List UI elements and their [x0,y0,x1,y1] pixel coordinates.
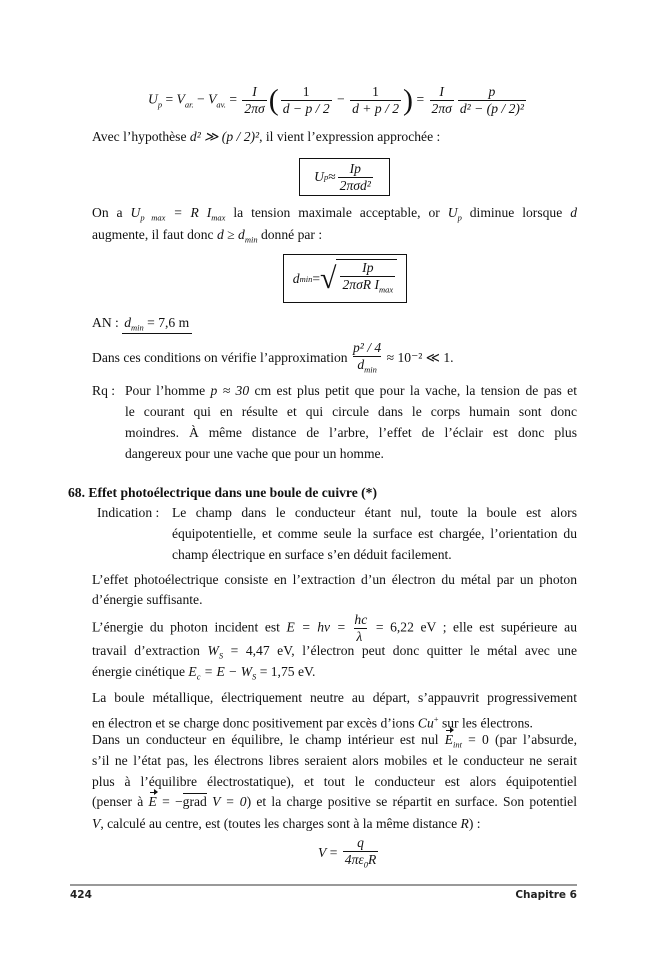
text: On a [92,205,131,220]
math: av. [216,99,226,110]
numerator: 1 [372,84,379,99]
math: int [453,739,462,750]
math: S [252,671,257,682]
fraction [340,260,395,298]
math: p max [140,212,166,223]
text-line: L’effet photoélectrique consiste en l’extraction d’un électron du métal par un photon [92,572,577,587]
denominator: 2πσ [431,101,452,116]
math: p [157,99,163,110]
square-root [320,259,397,298]
vector-e: E [148,794,157,809]
math: V [92,816,101,831]
text: augmente, il faut donc [92,227,217,242]
math: ar. [184,99,194,110]
math: = [225,91,241,107]
math: + [433,714,439,724]
text-line [92,793,577,811]
gradient-operator: grad [182,794,207,809]
math: d ≥ d [216,227,245,242]
text-line [125,382,577,400]
numerator: p² / 4 [352,340,382,355]
indication-label: Indication : [97,505,160,520]
math: = 0 [461,732,489,747]
equation-potential [318,835,380,873]
boxed-equation-dmin [283,254,407,303]
text: Dans ces conditions on vérifie l’approximation [92,349,351,365]
numerator: I [252,84,257,99]
denominator: d² − (p / 2)² [459,101,524,116]
math: W [207,643,219,658]
paren: ( [268,83,279,117]
math: = [413,91,428,107]
page-number: 424 [70,889,92,901]
vector-e: E [444,732,453,747]
label: AN : [92,315,123,330]
math: min [244,234,258,245]
text-line [92,663,577,686]
fraction [338,161,373,194]
math: 4πε [344,852,364,867]
denominator: d + p / 2 [352,101,400,116]
text-line [92,612,577,645]
text-line [92,642,577,665]
text-line: moindres. À même distance de l’arbre, l’effet de l’éclair est donc plus [125,425,577,440]
math: V [208,91,217,107]
math: R [460,816,469,831]
math: U [148,91,158,107]
fraction [458,84,526,117]
text-line: La boule métallique, électriquement neutre au départ, s’appauvrit progressivement [92,690,577,705]
math: = E − W [200,664,253,679]
denominator [353,356,381,378]
text: cm est plus petit que pour la vache, la tension de pas et [249,383,577,398]
text-line [92,226,577,249]
math: V = 0 [206,794,247,809]
math: ≈ 10⁻² ≪ 1. [383,349,454,365]
text-line: équipotentielle, et comme seule la surface est chargée, l’orientation du [172,526,577,541]
text-line [92,815,577,833]
math: Cu [417,715,434,731]
text: ) : [468,816,481,831]
text-line: champ électrique en surface s’en déduit facilement. [172,547,452,562]
chapter-label: Chapitre 6 [515,889,577,901]
math: c [196,671,201,682]
text-line [92,731,577,754]
math: d² ≫ (p / 2)² [189,129,260,144]
math: d [124,315,132,330]
text: ; elle est supérieure au [442,619,577,635]
text: Avec l’hypothèse [92,129,190,144]
fraction [353,340,381,378]
text-line: d’énergie suffisante. [92,592,203,607]
denominator: 2πσ [244,101,265,116]
math: p ≈ 30 [210,383,250,398]
text: Pour l’homme [125,383,211,398]
math: max [379,284,394,295]
math: = 4,47 eV [223,643,292,658]
math: ≈ [328,169,336,184]
math: = [162,91,177,107]
numerator: Ip [362,260,374,276]
numerator: Ip [349,160,361,176]
numerator: hc [354,612,368,627]
math: R [368,852,377,867]
text-line: Le champ dans le conducteur étant nul, toute la boule est alors [172,505,577,520]
text: sur les électrons. [438,715,533,731]
math: = − [156,794,183,809]
math: E [188,664,197,679]
remark-label: Rq : [92,383,116,398]
math: min [364,364,377,375]
text: diminue lorsque [469,205,571,220]
section-heading: 68. Effet photoélectrique dans une boule de cuivre (*) [68,485,377,500]
math: = [312,270,321,286]
footer-divider [70,884,577,886]
fraction [343,835,379,873]
math: S [218,650,224,661]
text: ) et la charge positive se répartit en surface. Son potentiel [246,794,577,809]
math: = R I [165,205,212,220]
paren: ) [403,83,414,117]
numerator: p [488,84,496,99]
text: en électron et se charge donc positivement par excès d’ions [92,715,418,731]
text-line: dangereux pour une vache que pour un homme. [125,446,384,461]
math: E = hν = [286,619,353,635]
fraction [350,84,401,117]
text: énergie cinétique [92,664,189,679]
boxed-equation-up [299,158,390,196]
math: 0 [363,859,368,870]
math: = [326,844,341,860]
numerator: q [357,835,364,850]
text: (penser à [92,794,149,809]
math: p [457,212,462,223]
denominator: 2πσd² [339,177,371,193]
math: d [357,357,365,372]
text: Dans un conducteur en équilibre, le champ intérieur est nul [92,732,445,747]
fraction [242,84,266,117]
math: = 7,6 m [143,315,190,330]
text-line [92,340,577,378]
radical-sign: √ [320,261,337,295]
numerator: I [439,84,444,99]
text-line: le courant qui en résulte et qui circule dans le corps humain sont donc [125,404,577,419]
equation-step-voltage [148,84,528,117]
math: p [323,172,329,182]
math: V [318,844,327,860]
text: , l’électron peut donc quitter le métal avec une [291,643,577,658]
text-line: plus à l’équilibre électrostatique), et tout le conducteur est alors équipotentiel [92,774,577,789]
text: , calculé au centre, est (toutes les charges sont à la même distance [100,816,461,831]
math: max [211,212,226,223]
math: = 6,22 eV [369,619,437,635]
math: U [314,169,324,184]
text-line: s’il ne l’état pas, les électrons libres seraient alors mobiles et le conducteur ne serait [92,753,577,768]
text: travail d’extraction [92,643,208,658]
text: donné par : [257,227,323,242]
text: , il vient l’expression approchée : [259,129,441,144]
math: 2πσR I [342,277,380,293]
fraction [354,612,367,645]
math: − [333,91,349,107]
fraction [281,84,332,117]
denominator [340,276,395,298]
denominator [343,851,379,873]
text: la tension maximale acceptable, or [233,205,448,220]
denominator: d − p / 2 [282,101,330,116]
text-line [92,128,577,146]
text-line [92,710,577,733]
math: − [193,91,209,107]
text: . [312,664,316,679]
math: d [570,205,577,220]
math: d [292,270,300,286]
math: = 1,75 eV [256,664,313,679]
text-line [92,204,577,227]
numerical-result [92,314,577,337]
math: U [447,205,458,220]
fraction [430,84,454,117]
numerator: 1 [302,84,310,99]
text: (par l’absurde, [494,732,577,747]
math: U [130,205,141,220]
text: L’énergie du photon incident est [92,619,287,635]
denominator: λ [354,628,367,645]
math: min [131,322,144,333]
math: min [299,273,313,284]
math: V [176,91,185,107]
